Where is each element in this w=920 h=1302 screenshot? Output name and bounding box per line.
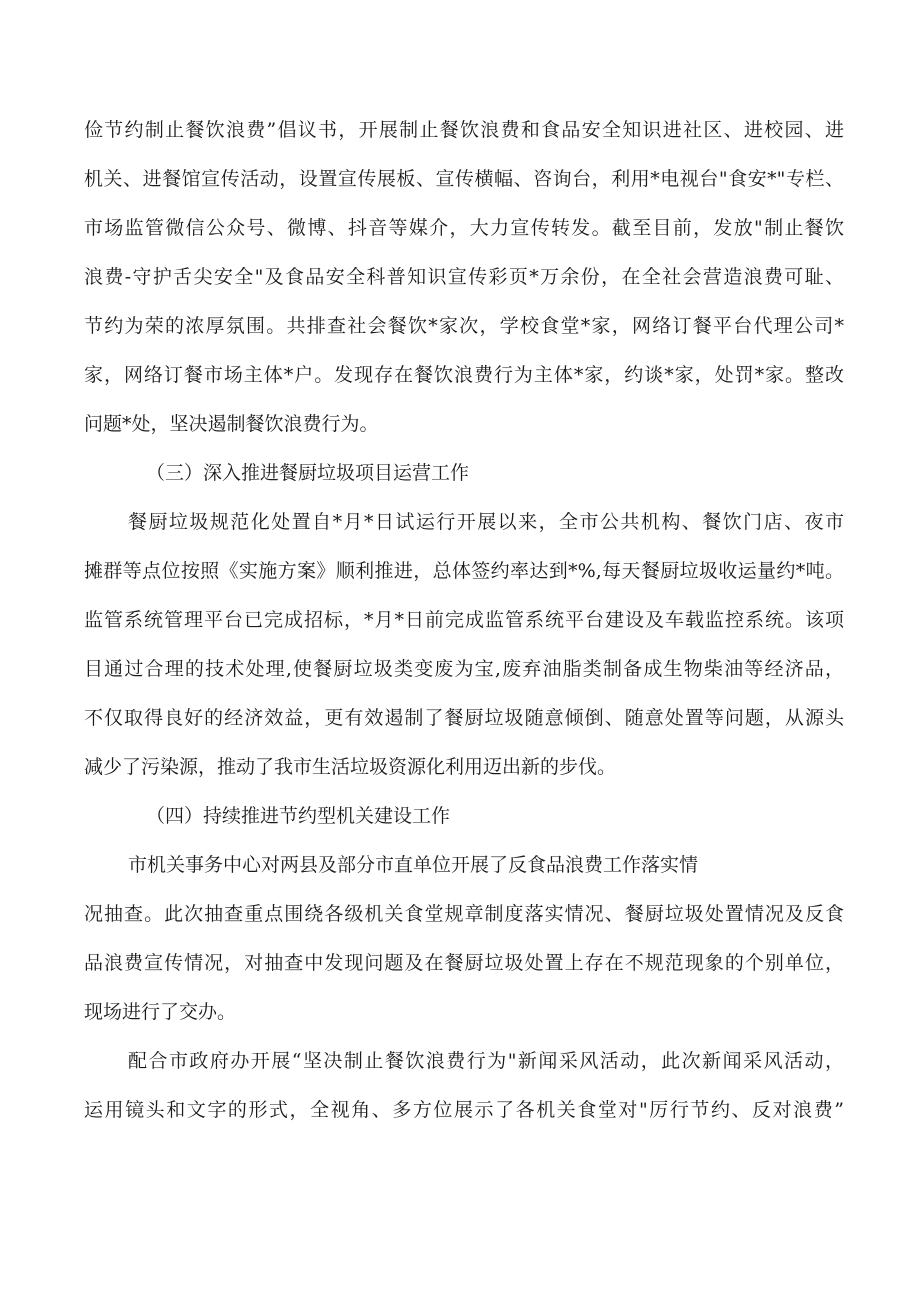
section-heading: （三）深入推进餐厨垃圾项目运营工作 — [146, 462, 470, 484]
text-line: 监管系统管理平台已完成招标，*月*日前完成监管系统平台建设及车载监控系统。该项 — [84, 609, 844, 631]
text-line: 减少了污染源，推动了我市生活垃圾资源化利用迈出新的步伐。 — [84, 756, 617, 778]
paragraph — [84, 902, 844, 1025]
text-line: 市场监管微信公众号、微博、抖音等媒介，大力宣传转发。截至目前，发放"制止餐饮 — [84, 217, 844, 239]
text-line: 况抽查。此次抽查重点围绕各级机关食堂规章制度落实情况、餐厨垃圾处置情况及反食 — [84, 903, 844, 925]
text-line: 浪费-守护舌尖安全"及食品安全科普知识宣传彩页*万余份，在全社会营造浪费可耻、 — [84, 266, 844, 288]
document-body — [84, 118, 844, 1123]
paragraph — [84, 853, 844, 878]
text-line: 目通过合理的技术处理,使餐厨垃圾类变废为宝,废弃油脂类制备成生物柴油等经济品， — [84, 658, 844, 680]
text-line: 市机关事务中心对两县及部分市直单位开展了反食品浪费工作落实情 — [128, 854, 699, 876]
paragraph — [84, 118, 844, 437]
text-line: 不仅取得良好的经济效益，更有效遏制了餐厨垃圾随意倾倒、随意处置等问题，从源头 — [84, 707, 844, 729]
text-line: 机关、进餐馆宣传活动，设置宣传展板、宣传横幅、咨询台，利用*电视台"食安*"专栏、 — [84, 168, 844, 190]
text-line: 俭节约制止餐饮浪费”倡议书，开展制止餐饮浪费和食品安全知识进社区、进校园、进 — [84, 119, 844, 141]
text-line: 节约为荣的浓厚氛围。共排查社会餐饮*家次，学校食堂*家，网络订餐平台代理公司* — [84, 315, 844, 337]
text-line: 品浪费宣传情况，对抽查中发现问题及在餐厨垃圾处置上存在不规范现象的个别单位， — [84, 952, 844, 974]
text-line: 配合市政府办开展“坚决制止餐饮浪费行为"新闻采风活动，此次新闻采风活动， — [128, 1050, 844, 1072]
section-heading: （四）持续推进节约型机关建设工作 — [146, 805, 451, 827]
text-line: 家，网络订餐市场主体*户。发现存在餐饮浪费行为主体*家，约谈*家，处罚*家。整改 — [84, 364, 844, 386]
text-line: 运用镜头和文字的形式，全视角、多方位展示了各机关食堂对"厉行节约、反对浪费” — [84, 1099, 844, 1121]
text-line: 餐厨垃圾规范化处置自*月*日试运行开展以来，全市公共机构、餐饮门店、夜市 — [128, 511, 844, 533]
paragraph — [84, 510, 844, 780]
text-line: 问题*处，坚决遏制餐饮浪费行为。 — [84, 413, 379, 435]
paragraph — [84, 1049, 844, 1123]
text-line: 摊群等点位按照《实施方案》顺利推进，总体签约率达到*%,每天餐厨垃圾收运量约*吨。 — [84, 560, 844, 582]
text-line: 现场进行了交办。 — [84, 1001, 237, 1023]
